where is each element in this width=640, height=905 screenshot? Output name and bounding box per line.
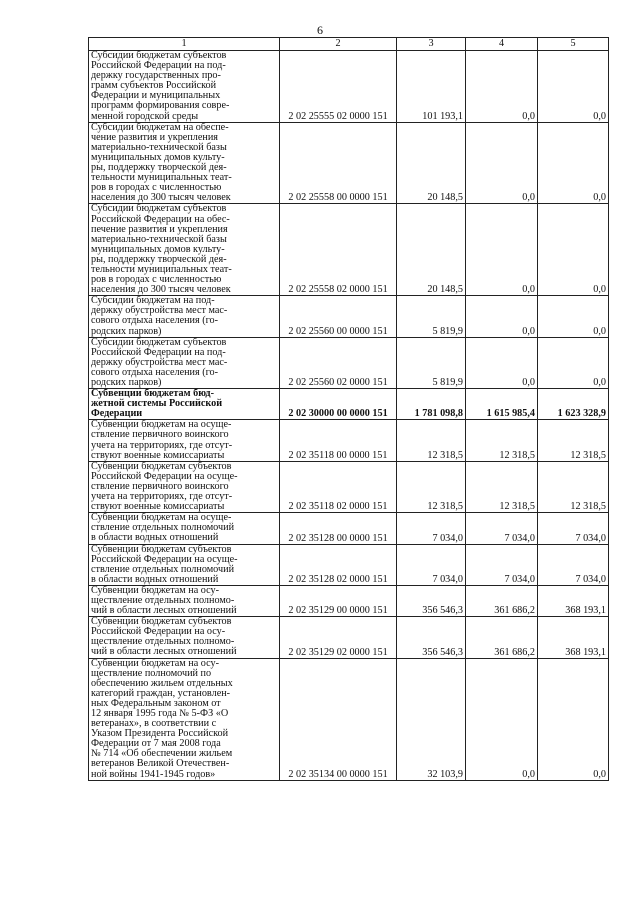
revenue-name-line: ры, поддержку творческой дея- <box>91 253 227 265</box>
revenue-name-line: муниципальных домов культу- <box>91 151 225 163</box>
revenue-name-line: Федерации и муниципальных <box>91 90 221 102</box>
revenue-name-line: ров в городах с численностью <box>91 274 222 286</box>
revenue-name-line: ствуют военные комиссариаты <box>91 501 225 513</box>
revenue-name-line: Субвенции бюджетам на осу- <box>91 584 220 596</box>
revenue-name-line: чий в области лесных отношений <box>91 605 237 617</box>
revenue-name-line: населения до 300 тысяч человек <box>91 192 231 204</box>
revenue-name-line: ветеранов Великой Отечествен- <box>91 758 230 770</box>
amount-col5-cell: 12 318,5 <box>538 420 609 461</box>
revenue-name-line: чий в области лесных отношений <box>91 646 237 658</box>
table-row <box>89 420 609 461</box>
revenue-name-line: категорий граждан, установлен- <box>91 687 231 699</box>
budget-code-cell: 2 02 25560 02 0000 151 <box>280 337 397 388</box>
revenue-name-line: Субвенции бюджетам на осуще- <box>91 419 232 431</box>
revenue-name-line: ров в городах с численностью <box>91 182 222 194</box>
revenue-name-line: жетной системы Российской <box>91 398 223 410</box>
revenue-name-line: Российской Федерации на под- <box>91 346 226 358</box>
revenue-name-line: печение развития и укрепления <box>91 223 228 235</box>
revenue-name-line: муниципальных домов культу- <box>91 243 225 255</box>
revenue-name-line: в области водных отношений <box>91 573 219 585</box>
revenue-name-line: Субсидии бюджетам субъектов <box>91 336 227 348</box>
revenue-name-line: ствление первичного воинского <box>91 429 229 441</box>
budget-code-cell: 2 02 35128 00 0000 151 <box>280 513 397 544</box>
revenue-name-line: Федерации <box>91 408 143 420</box>
revenue-name-line: № 714 «Об обеспечении жильем <box>91 748 233 760</box>
revenue-name-line: ществление отдельных полномо- <box>91 594 235 606</box>
amount-col4-cell: 361 686,2 <box>466 617 538 658</box>
budget-code-cell: 2 02 35118 00 0000 151 <box>280 420 397 461</box>
table-row <box>89 585 609 616</box>
amount-col3-cell: 101 193,1 <box>397 51 466 123</box>
budget-code-cell: 2 02 35118 02 0000 151 <box>280 461 397 512</box>
table-row <box>89 544 609 585</box>
budget-code-cell: 2 02 35129 02 0000 151 <box>280 617 397 658</box>
column-header: 3 <box>397 38 466 51</box>
amount-col3-cell: 32 103,9 <box>397 658 466 780</box>
revenue-name-line: тельности муниципальных теат- <box>91 263 232 275</box>
revenue-name-line: Российской Федерации на под- <box>91 60 226 72</box>
revenue-name-line: ных Федеральным законом от <box>91 697 221 709</box>
amount-col4-cell: 12 318,5 <box>466 461 538 512</box>
revenue-name-cell <box>89 337 280 388</box>
budget-code-cell: 2 02 35128 02 0000 151 <box>280 544 397 585</box>
amount-col5-cell: 12 318,5 <box>538 461 609 512</box>
revenue-name-cell <box>89 461 280 512</box>
revenue-name-line: в области водных отношений <box>91 532 219 544</box>
revenue-name-line: Субвенции бюджетам бюд- <box>91 388 214 400</box>
revenue-name-line: родских парков) <box>91 325 162 337</box>
table-row <box>89 296 609 337</box>
amount-col4-cell: 0,0 <box>466 658 538 780</box>
revenue-name-line: Российской Федерации на осуще- <box>91 470 238 482</box>
amount-col5-cell: 0,0 <box>538 296 609 337</box>
amount-col3-cell: 356 546,3 <box>397 585 466 616</box>
revenue-name-cell <box>89 122 280 204</box>
amount-col4-cell: 361 686,2 <box>466 585 538 616</box>
amount-col5-cell: 0,0 <box>538 658 609 780</box>
revenue-name-cell <box>89 617 280 658</box>
revenue-name-line: Федерации от 7 мая 2008 года <box>91 738 221 750</box>
revenue-name-line: Субсидии бюджетам на обеспе- <box>91 121 229 133</box>
amount-col4-cell: 1 615 985,4 <box>466 389 538 420</box>
table-row <box>89 51 609 123</box>
revenue-name-line: держку государственных про- <box>91 70 221 82</box>
revenue-name-line: Субсидии бюджетам на под- <box>91 295 215 307</box>
revenue-name-line: Российской Федерации на обес- <box>91 213 230 225</box>
revenue-name-cell <box>89 420 280 461</box>
revenue-name-line: Субсидии бюджетам субъектов <box>91 203 227 215</box>
revenue-name-line: программ формирования совре- <box>91 100 230 112</box>
amount-col3-cell: 5 819,9 <box>397 337 466 388</box>
revenue-name-line: Российской Федерации на осуще- <box>91 553 238 565</box>
revenue-name-line: родских парков) <box>91 377 162 388</box>
amount-col3-cell: 12 318,5 <box>397 461 466 512</box>
amount-col5-cell: 368 193,1 <box>538 585 609 616</box>
revenue-name-line: Субсидии бюджетам субъектов <box>91 50 227 61</box>
budget-code-cell: 2 02 30000 00 0000 151 <box>280 389 397 420</box>
table-row <box>89 389 609 420</box>
amount-col5-cell: 0,0 <box>538 122 609 204</box>
revenue-name-line: учета на территориях, где отсут- <box>91 439 233 451</box>
revenue-name-line: населения до 300 тысяч человек <box>91 284 231 296</box>
revenue-name-line: ществление полномочий по <box>91 667 212 679</box>
revenue-name-line: грамм субъектов Российской <box>91 80 217 92</box>
revenue-name-line: держку обустройства мест мас- <box>91 356 228 368</box>
revenue-name-line: чение развития и укрепления <box>91 131 218 143</box>
amount-col3-cell: 7 034,0 <box>397 513 466 544</box>
revenue-name-line: 12 января 1995 года № 5-ФЗ «О <box>91 708 229 719</box>
table-row <box>89 617 609 658</box>
table-row <box>89 204 609 296</box>
column-header: 5 <box>538 38 609 51</box>
revenue-name-cell <box>89 204 280 296</box>
table-row <box>89 122 609 204</box>
amount-col5-cell: 7 034,0 <box>538 544 609 585</box>
revenue-name-line: сового отдыха населения (го- <box>91 315 219 327</box>
amount-col4-cell: 7 034,0 <box>466 544 538 585</box>
revenue-name-line: ствление первичного воинского <box>91 480 229 492</box>
amount-col5-cell: 368 193,1 <box>538 617 609 658</box>
table-row <box>89 337 609 388</box>
amount-col3-cell: 12 318,5 <box>397 420 466 461</box>
table-row <box>89 513 609 544</box>
revenue-name-cell <box>89 513 280 544</box>
revenue-name-line: Субвенции бюджетам субъектов <box>91 543 232 555</box>
revenue-name-line: держку обустройства мест мас- <box>91 305 228 317</box>
revenue-name-line: менной городской среды <box>91 110 199 122</box>
revenue-name-line: Субвенции бюджетам на осуще- <box>91 512 232 524</box>
revenue-name-line: учета на территориях, где отсут- <box>91 491 233 503</box>
amount-col3-cell: 356 546,3 <box>397 617 466 658</box>
budget-code-cell: 2 02 25560 00 0000 151 <box>280 296 397 337</box>
amount-col5-cell: 7 034,0 <box>538 513 609 544</box>
budget-table <box>88 37 609 781</box>
budget-code-cell: 2 02 25558 02 0000 151 <box>280 204 397 296</box>
revenue-name-line: Субвенции бюджетам на осу- <box>91 657 220 669</box>
amount-col5-cell: 1 623 328,9 <box>538 389 609 420</box>
revenue-name-line: Указом Президента Российской <box>91 728 229 740</box>
budget-code-cell: 2 02 35129 00 0000 151 <box>280 585 397 616</box>
page-number: 6 <box>317 23 323 37</box>
budget-code-cell: 2 02 25558 00 0000 151 <box>280 122 397 204</box>
revenue-name-cell <box>89 658 280 780</box>
budget-code-cell: 2 02 25555 02 0000 151 <box>280 51 397 123</box>
amount-col4-cell: 0,0 <box>466 204 538 296</box>
revenue-name-cell <box>89 389 280 420</box>
column-header: 2 <box>280 38 397 51</box>
amount-col4-cell: 7 034,0 <box>466 513 538 544</box>
amount-col3-cell: 20 148,5 <box>397 204 466 296</box>
amount-col4-cell: 0,0 <box>466 296 538 337</box>
revenue-name-cell <box>89 585 280 616</box>
budget-code-cell: 2 02 35134 00 0000 151 <box>280 658 397 780</box>
amount-col3-cell: 1 781 098,8 <box>397 389 466 420</box>
revenue-name-line: ствление отдельных полномочий <box>91 563 235 575</box>
table-header-row <box>89 38 609 51</box>
revenue-name-line: тельности муниципальных теат- <box>91 172 232 184</box>
amount-col4-cell: 0,0 <box>466 51 538 123</box>
revenue-name-cell <box>89 296 280 337</box>
revenue-name-line: материально-технической базы <box>91 233 227 245</box>
amount-col3-cell: 7 034,0 <box>397 544 466 585</box>
revenue-name-line: ствуют военные комиссариаты <box>91 449 225 461</box>
column-header: 4 <box>466 38 538 51</box>
revenue-name-line: ствление отдельных полномочий <box>91 522 235 534</box>
revenue-name-line: ной войны 1941-1945 годов» <box>91 768 216 780</box>
amount-col5-cell: 0,0 <box>538 337 609 388</box>
revenue-name-line: ры, поддержку творческой дея- <box>91 162 227 174</box>
revenue-name-line: сового отдыха населения (го- <box>91 366 219 378</box>
revenue-name-line: обеспечению жильем отдельных <box>91 677 233 689</box>
revenue-name-line: Российской Федерации на осу- <box>91 626 226 638</box>
table-row <box>89 658 609 780</box>
amount-col5-cell: 0,0 <box>538 204 609 296</box>
amount-col3-cell: 20 148,5 <box>397 122 466 204</box>
amount-col5-cell: 0,0 <box>538 51 609 123</box>
revenue-name-line: Субвенции бюджетам субъектов <box>91 460 232 472</box>
revenue-name-line: ществление отдельных полномо- <box>91 636 235 648</box>
table-row <box>89 461 609 512</box>
amount-col3-cell: 5 819,9 <box>397 296 466 337</box>
amount-col4-cell: 12 318,5 <box>466 420 538 461</box>
column-header: 1 <box>89 38 280 51</box>
revenue-name-line: ветеранах», в соответствии с <box>91 718 217 730</box>
revenue-name-cell <box>89 544 280 585</box>
revenue-name-cell <box>89 51 280 123</box>
amount-col4-cell: 0,0 <box>466 122 538 204</box>
amount-col4-cell: 0,0 <box>466 337 538 388</box>
revenue-name-line: материально-технической базы <box>91 141 227 153</box>
revenue-name-line: Субвенции бюджетам субъектов <box>91 616 232 628</box>
